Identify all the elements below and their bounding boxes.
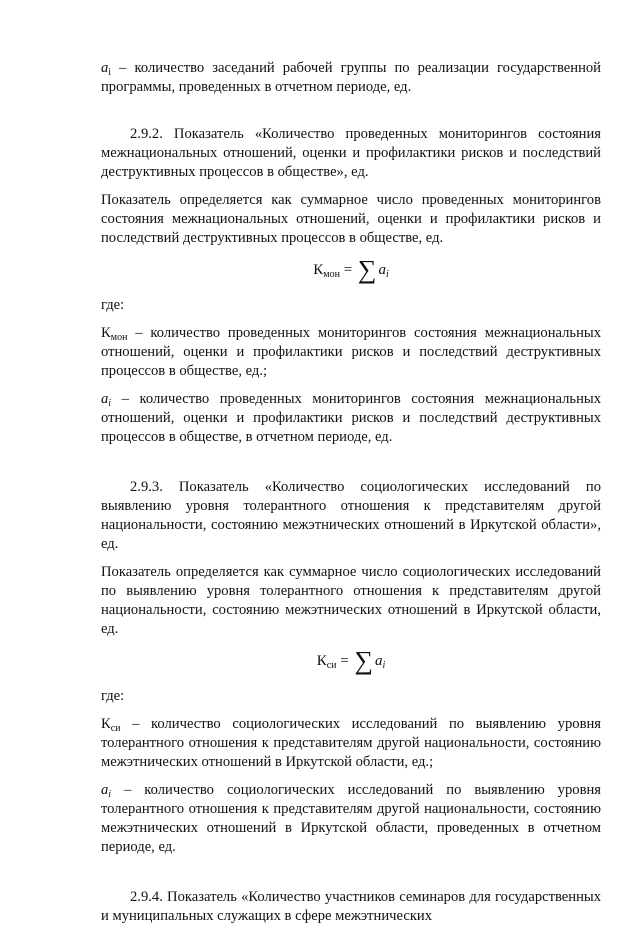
subscript-i: i <box>108 67 112 78</box>
document-page <box>101 59 601 926</box>
sum-symbol: ∑ <box>354 646 374 675</box>
section-2-9-3-description: Показатель определяется как суммарное число социологических исследований по выявлению уровня толерантного отношения к представителям другой национальности, состоянию межэтнических отношений в Иркутской области, ед. <box>101 564 601 637</box>
definition-ai <box>101 781 601 857</box>
where-label: где: <box>101 688 125 704</box>
where-label: где: <box>101 297 125 313</box>
formula-variable-subscript: i <box>382 660 386 671</box>
subscript-i: i <box>108 398 112 409</box>
formula-k-mon <box>101 256 601 284</box>
definition-text: – количество проведенных мониторингов состояния межнациональных отношений, оценки и профилактики рисков и последствий деструктивных процессов в обществе, в отчетном периоде, ед. <box>101 391 601 445</box>
definition-k-si <box>101 715 601 772</box>
symbol-subscript: мон <box>110 332 128 343</box>
variable-a: a <box>101 782 109 798</box>
subscript-i: i <box>108 789 112 800</box>
definition-text: – количество социологических исследований по выявлению уровня толерантного отношения к представителям другой национальности, состоянию межэтнических отношений в Иркутской области, ед.; <box>101 716 601 770</box>
variable-a: a <box>101 60 109 76</box>
formula-lhs: К <box>316 653 327 669</box>
formula-lhs-subscript: мон <box>323 269 340 280</box>
sum-symbol: ∑ <box>357 255 377 284</box>
formula-lhs: К <box>313 262 324 278</box>
section-2-9-2-heading: 2.9.2. Показатель «Количество проведенных мониторингов состояния межнациональных отношений, оценки и профилактики рисков и последствий деструктивных процессов в обществе», ед. <box>101 126 601 180</box>
variable-a: a <box>101 391 109 407</box>
symbol-k: К <box>101 325 111 341</box>
formula-variable-subscript: i <box>385 269 389 280</box>
section-2-9-4-heading: 2.9.4. Показатель «Количество участников семинаров для государственных и муниципальных служащих в сфере межэтнических <box>101 889 601 924</box>
definition-text: – количество социологических исследований по выявлению уровня толерантного отношения к представителям другой национальности, состоянию межэтнических отношений в Иркутской области, проведенных в отчетном периоде, ед. <box>101 782 601 855</box>
definition-ai <box>101 390 601 447</box>
formula-lhs-subscript: си <box>326 660 337 671</box>
definition-text: – количество заседаний рабочей группы по реализации государственной программы, проведенных в отчетном периоде, ед. <box>101 60 601 95</box>
definition-text: – количество проведенных мониторингов состояния межнациональных отношений, оценки и профилактики рисков и последствий деструктивных процессов в обществе, ед.; <box>101 325 601 379</box>
formula-variable: a <box>375 653 383 669</box>
symbol-k: К <box>101 716 111 732</box>
section-2-9-3-heading: 2.9.3. Показатель «Количество социологических исследований по выявлению уровня толерантного отношения к представителям другой национальности, состоянию межэтнических отношений в Иркутской области», ед. <box>101 479 601 552</box>
formula-equals: = <box>340 653 349 669</box>
definition-k-mon <box>101 324 601 381</box>
paragraph-ai-definition <box>101 59 601 97</box>
section-2-9-2-description: Показатель определяется как суммарное число проведенных мониторингов состояния межнациональных отношений, оценки и профилактики рисков и последствий деструктивных процессов в обществе, ед. <box>101 192 601 246</box>
formula-equals: = <box>343 262 353 278</box>
symbol-subscript: си <box>110 723 121 734</box>
formula-k-si <box>101 647 601 675</box>
formula-variable: a <box>378 262 386 278</box>
